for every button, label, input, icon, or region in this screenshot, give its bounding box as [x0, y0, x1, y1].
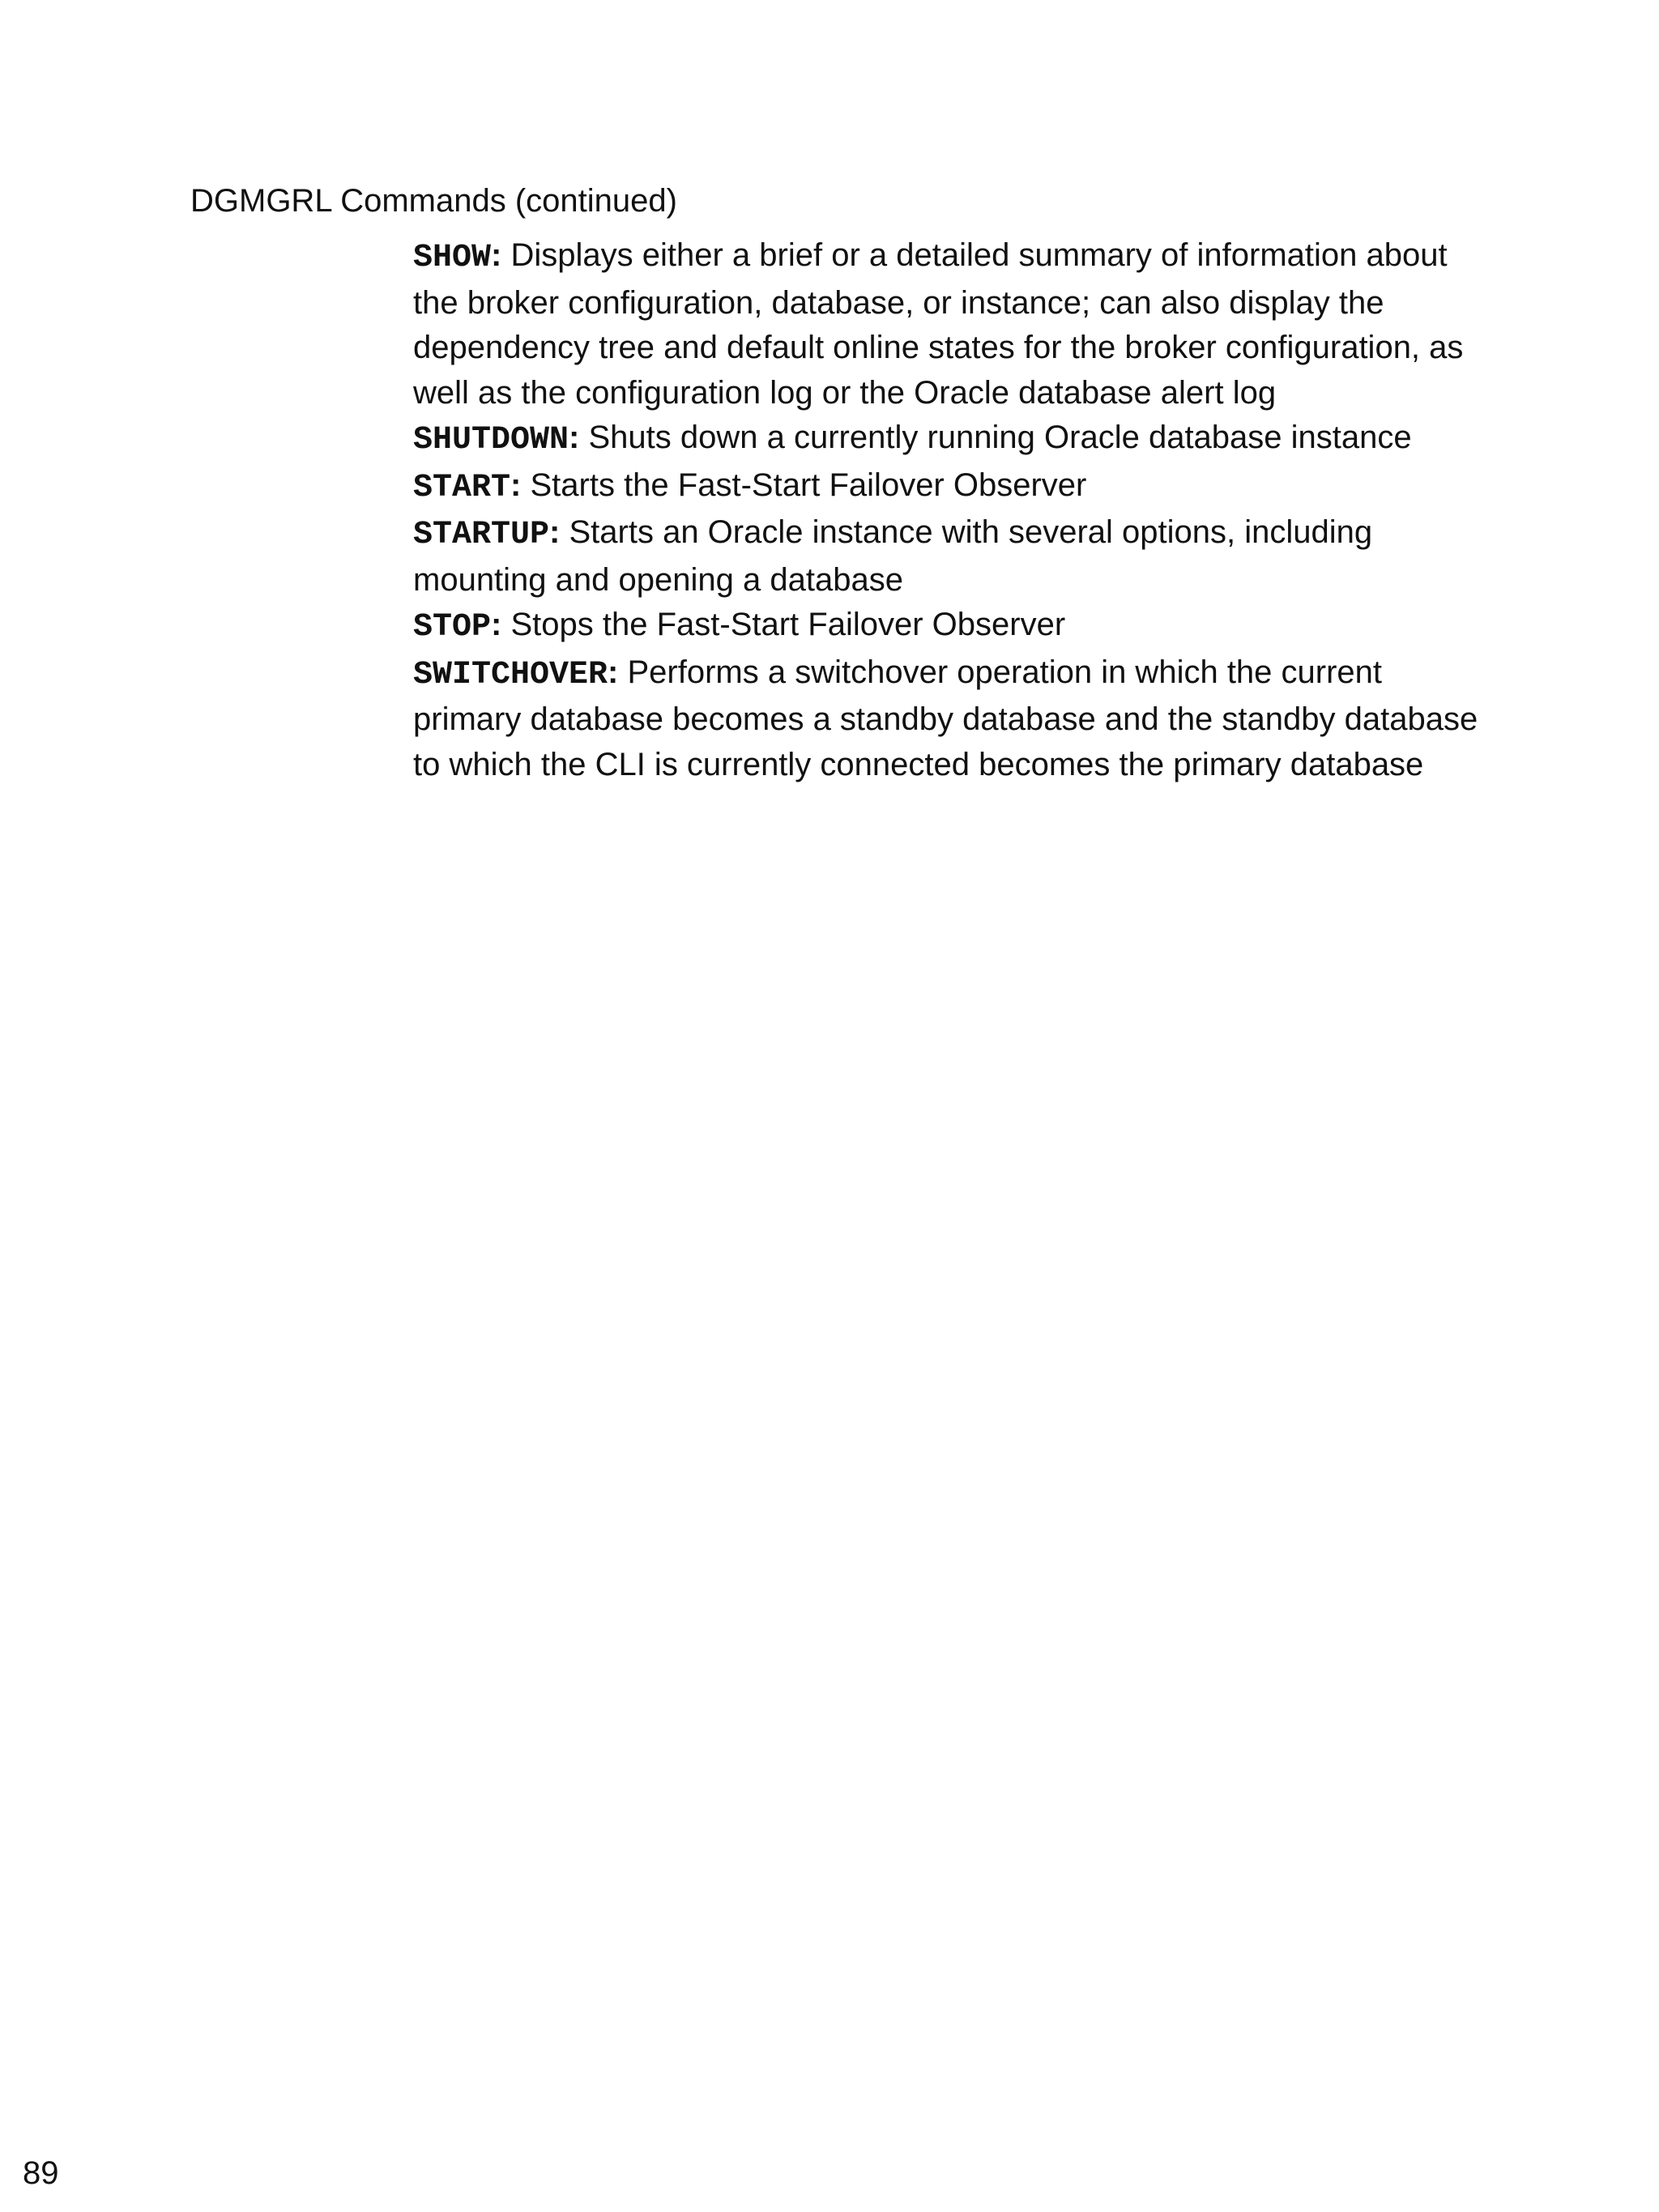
command-item-start: START: Starts the Fast-Start Failover Observer — [413, 467, 1087, 506]
command-item-shutdown: SHUTDOWN: Shuts down a currently running Oracle database instance — [413, 420, 1412, 458]
command-item-startup: STARTUP: Starts an Oracle instance with several options, including mounting and opening a database — [413, 514, 1373, 598]
command-description: Performs a switchover operation in which the current primary database becomes a standby database and the standby database to which the CLI is currently connected becomes the primary database — [413, 654, 1478, 782]
command-item-stop: STOP: Stops the Fast-Start Failover Observer — [413, 607, 1066, 646]
page-number: 89 — [23, 2155, 59, 2191]
command-list — [413, 233, 1491, 787]
command-item-show: SHOW: Displays either a brief or a detailed summary of information about the broker configuration, database, or instance; can also display the dependency tree and default online states for the broker configuration, as well as the configuration log or the Oracle database alert log — [413, 237, 1464, 411]
command-item-switchover: SWITCHOVER: Performs a switchover operation in which the current primary database becomes a standby database and the standby database to which the CLI is currently connected becomes the primary database — [413, 654, 1478, 782]
command-name: SHOW — [413, 240, 492, 276]
command-name: SHUTDOWN — [413, 422, 569, 458]
section-heading: DGMGRL Commands (continued) — [190, 183, 677, 219]
command-name: SWITCHOVER — [413, 656, 608, 693]
command-name: START — [413, 469, 511, 506]
command-name: STARTUP — [413, 517, 550, 553]
command-description: Starts an Oracle instance with several options, including mounting and opening a database — [413, 514, 1373, 598]
command-name: STOP — [413, 609, 492, 646]
command-description: Stops the Fast-Start Failover Observer — [510, 607, 1066, 642]
command-description: Starts the Fast-Start Failover Observer — [530, 467, 1087, 503]
command-description: Displays either a brief or a detailed summary of information about the broker configuration, database, or instance; can also display the dependency tree and default online states for the broker configuration, as well as the configuration log or the Oracle database alert log — [413, 237, 1464, 411]
command-description: Shuts down a currently running Oracle database instance — [588, 420, 1412, 455]
